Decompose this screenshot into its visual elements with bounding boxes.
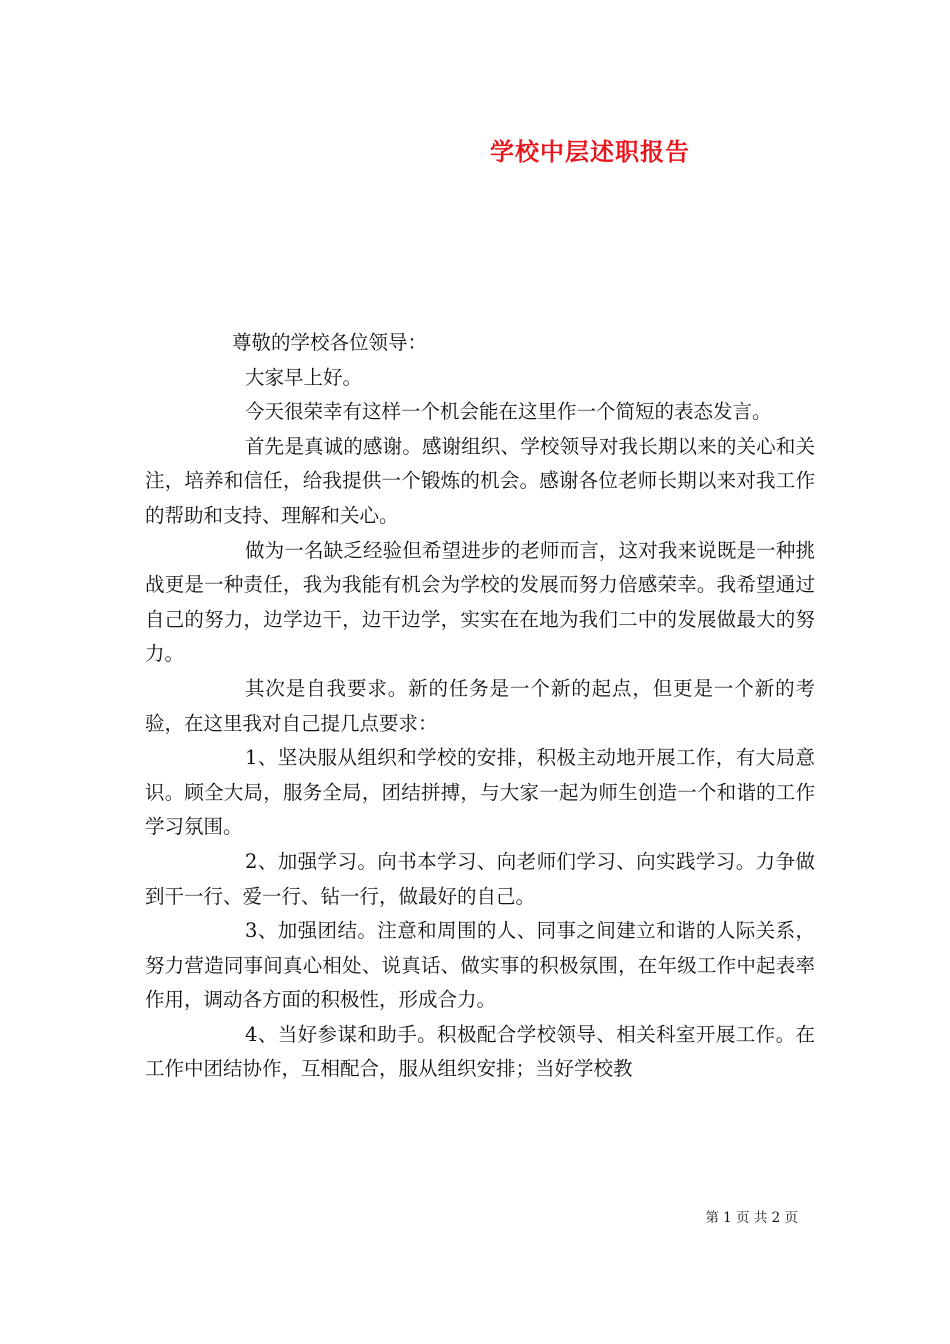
requirement-item-1: 1、坚决服从组织和学校的安排，积极主动地开展工作，有大局意识。顾全大局，服务全局，团结拼搏，与大家一起为师生创造一个和谐的工作学习氛围。	[145, 746, 815, 839]
requirement-item-4: 4、当好参谋和助手。积极配合学校领导、相关科室开展工作。在工作中团结协作，互相配合，服从组织安排；当好学校教	[145, 1022, 815, 1081]
intro-paragraph: 今天很荣幸有这样一个机会能在这里作一个简短的表态发言。	[245, 400, 772, 424]
document-title: 学校中层述职报告	[490, 137, 690, 166]
commitment-paragraph: 做为一名缺乏经验但希望进步的老师而言，这对我来说既是一种挑战更是一种责任，我为我能有机会为学校的发展而努力倍感荣幸。我希望通过自己的努力，边学边干，边干边学，实实在在地为我们二中的发展做最大的努力。	[145, 538, 815, 666]
thanks-paragraph: 首先是真诚的感谢。感谢组织、学校领导对我长期以来的关心和关注，培养和信任，给我提供一个锻炼的机会。感谢各位老师长期以来对我工作的帮助和支持、理解和关心。	[145, 434, 815, 527]
requirement-item-3: 3、加强团结。注意和周围的人、同事之间建立和谐的人际关系，努力营造同事间真心相处、说真话、做实事的积极氛围，在年级工作中起表率作用，调动各方面的积极性，形成合力。	[145, 919, 815, 1012]
requirements-intro-paragraph: 其次是自我要求。新的任务是一个新的起点，但更是一个新的考验，在这里我对自己提几点要求：	[145, 676, 815, 735]
salutation-paragraph: 尊敬的学校各位领导：	[232, 331, 428, 354]
greeting-paragraph: 大家早上好。	[245, 365, 363, 389]
document-body	[145, 326, 815, 1087]
page-indicator: 第 1 页 共 2 页	[705, 1210, 798, 1226]
requirement-item-2: 2、加强学习。向书本学习、向老师们学习、向实践学习。力争做到干一行、爱一行、钻一行，做最好的自己。	[145, 849, 815, 908]
